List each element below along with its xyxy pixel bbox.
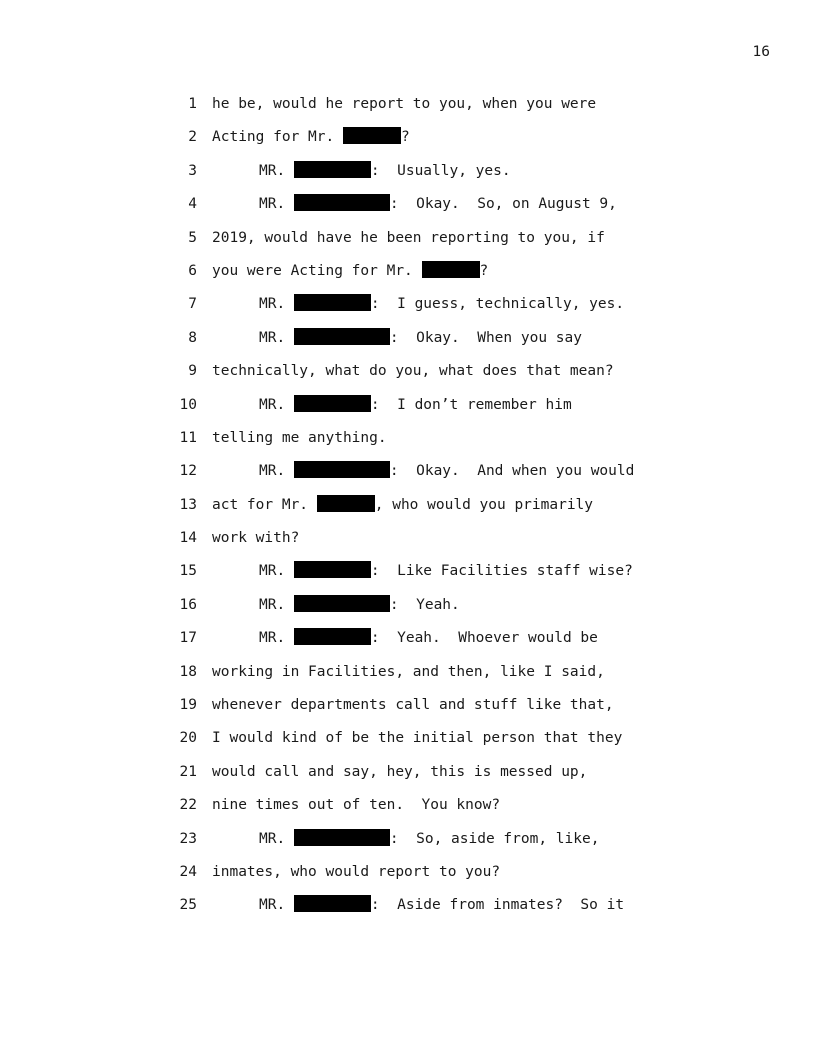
line-text: [212, 226, 605, 250]
text-segment: MR.: [259, 396, 294, 413]
text-segment: I would kind of be the initial person that they: [212, 730, 623, 747]
transcript-line: [0, 192, 816, 225]
transcript-line: [0, 726, 816, 759]
text-segment: act for Mr.: [212, 496, 317, 513]
transcript-line: [0, 593, 816, 626]
redaction-box: [343, 127, 401, 144]
line-number: 2: [188, 129, 197, 146]
line-number: 7: [188, 296, 197, 313]
text-segment: telling me anything.: [212, 429, 387, 446]
transcript-line: [0, 426, 816, 459]
line-text: [259, 159, 511, 183]
text-segment: MR.: [259, 630, 294, 647]
text-segment: : So, aside from, like,: [389, 830, 600, 847]
transcript-line: [0, 559, 816, 592]
line-number: 17: [179, 630, 197, 647]
transcript-line: [0, 393, 816, 426]
line-text: [259, 626, 598, 650]
line-text: [212, 760, 587, 784]
text-segment: work with?: [212, 530, 300, 547]
line-text: [212, 493, 593, 517]
text-segment: : I guess, technically, yes.: [370, 296, 625, 313]
line-number: 21: [179, 763, 197, 780]
line-number: 25: [179, 897, 197, 914]
line-number: 1: [188, 96, 197, 112]
line-number: 10: [179, 396, 197, 413]
text-segment: MR.: [259, 830, 294, 847]
transcript-line: [0, 827, 816, 860]
line-number: 20: [179, 730, 197, 747]
text-segment: you were Acting for Mr.: [212, 262, 422, 279]
transcript-line: [0, 326, 816, 359]
text-segment: : Like Facilities staff wise?: [370, 563, 633, 580]
line-text: [212, 793, 500, 817]
page-number: 16: [752, 44, 770, 60]
text-segment: , who would you primarily: [374, 496, 594, 513]
line-text: [212, 359, 614, 383]
line-text: [212, 259, 488, 283]
line-text: [259, 459, 634, 483]
line-text: [259, 893, 624, 917]
line-number: 11: [179, 429, 197, 446]
transcript-line: [0, 860, 816, 893]
text-segment: he be, would he report to you, when you were: [212, 96, 597, 112]
transcript-line: [0, 359, 816, 392]
redaction-box: [294, 595, 390, 612]
transcript-line: [0, 259, 816, 292]
text-segment: MR.: [259, 329, 294, 346]
text-segment: MR.: [259, 596, 294, 613]
line-text: [259, 192, 617, 216]
transcript-line: [0, 793, 816, 826]
line-text: [212, 660, 605, 684]
text-segment: MR.: [259, 196, 294, 213]
transcript-line: [0, 526, 816, 559]
text-segment: nine times out of ten. You know?: [212, 797, 501, 814]
transcript-line: [0, 760, 816, 793]
redaction-box: [294, 328, 390, 345]
transcript-body: [0, 92, 816, 927]
line-number: 12: [179, 463, 197, 480]
line-text: [259, 393, 572, 417]
text-segment: Acting for Mr.: [212, 129, 343, 146]
transcript-line: [0, 660, 816, 693]
text-segment: : Okay. So, on August 9,: [389, 196, 617, 213]
line-text: [212, 426, 387, 450]
line-number: 16: [179, 596, 197, 613]
text-segment: MR.: [259, 563, 294, 580]
transcript-line: [0, 159, 816, 192]
line-number: 19: [179, 697, 197, 714]
line-text: [212, 860, 500, 884]
line-number: 13: [179, 496, 197, 513]
text-segment: : Yeah. Whoever would be: [370, 630, 598, 647]
transcript-line: [0, 493, 816, 526]
text-segment: ?: [479, 262, 489, 279]
text-segment: would call and say, hey, this is messed up,: [212, 763, 588, 780]
redaction-box: [294, 829, 390, 846]
text-segment: technically, what do you, what does that mean?: [212, 363, 614, 380]
line-text: [212, 693, 614, 717]
redaction-box: [422, 261, 480, 278]
line-number: 8: [188, 329, 197, 346]
text-segment: MR.: [259, 296, 294, 313]
line-text: [212, 526, 299, 550]
line-number: 3: [188, 162, 197, 179]
line-number: 23: [179, 830, 197, 847]
line-number: 14: [179, 530, 197, 547]
line-number: 9: [188, 363, 197, 380]
line-number: 6: [188, 262, 197, 279]
redaction-box: [294, 461, 390, 478]
text-segment: inmates, who would report to you?: [212, 863, 501, 880]
transcript-line: [0, 693, 816, 726]
text-segment: MR.: [259, 463, 294, 480]
line-number: 4: [188, 196, 197, 213]
redaction-box: [294, 194, 390, 211]
line-text: [259, 827, 599, 851]
redaction-box: [317, 495, 375, 512]
line-text: [212, 125, 410, 149]
line-number: 18: [179, 663, 197, 680]
transcript-line: [0, 292, 816, 325]
transcript-line: [0, 125, 816, 158]
redaction-box: [294, 294, 371, 311]
transcript-line: [0, 893, 816, 926]
text-segment: : Usually, yes.: [370, 162, 511, 179]
transcript-line: [0, 626, 816, 659]
text-segment: working in Facilities, and then, like I said,: [212, 663, 605, 680]
line-number: 15: [179, 563, 197, 580]
text-segment: : Yeah.: [389, 596, 460, 613]
transcript-line: [0, 459, 816, 492]
redaction-box: [294, 628, 371, 645]
text-segment: : Aside from inmates? So it: [370, 897, 625, 914]
text-segment: : Okay. When you say: [389, 329, 582, 346]
text-segment: MR.: [259, 162, 294, 179]
text-segment: MR.: [259, 897, 294, 914]
line-text: [212, 726, 622, 750]
redaction-box: [294, 561, 371, 578]
line-number: 22: [179, 797, 197, 814]
text-segment: : I don’t remember him: [370, 396, 572, 413]
redaction-box: [294, 395, 371, 412]
transcript-line: [0, 92, 816, 125]
transcript-line: [0, 226, 816, 259]
line-text: [259, 292, 624, 316]
line-text: [259, 326, 582, 350]
text-segment: 2019, would have he been reporting to you, if: [212, 229, 605, 246]
redaction-box: [294, 161, 371, 178]
line-number: 5: [188, 229, 197, 246]
line-text: [259, 593, 460, 617]
text-segment: : Okay. And when you would: [389, 463, 635, 480]
line-text: [212, 92, 596, 116]
redaction-box: [294, 895, 371, 912]
text-segment: whenever departments call and stuff like that,: [212, 697, 614, 714]
line-text: [259, 559, 633, 583]
line-number: 24: [179, 863, 197, 880]
text-segment: ?: [400, 129, 410, 146]
